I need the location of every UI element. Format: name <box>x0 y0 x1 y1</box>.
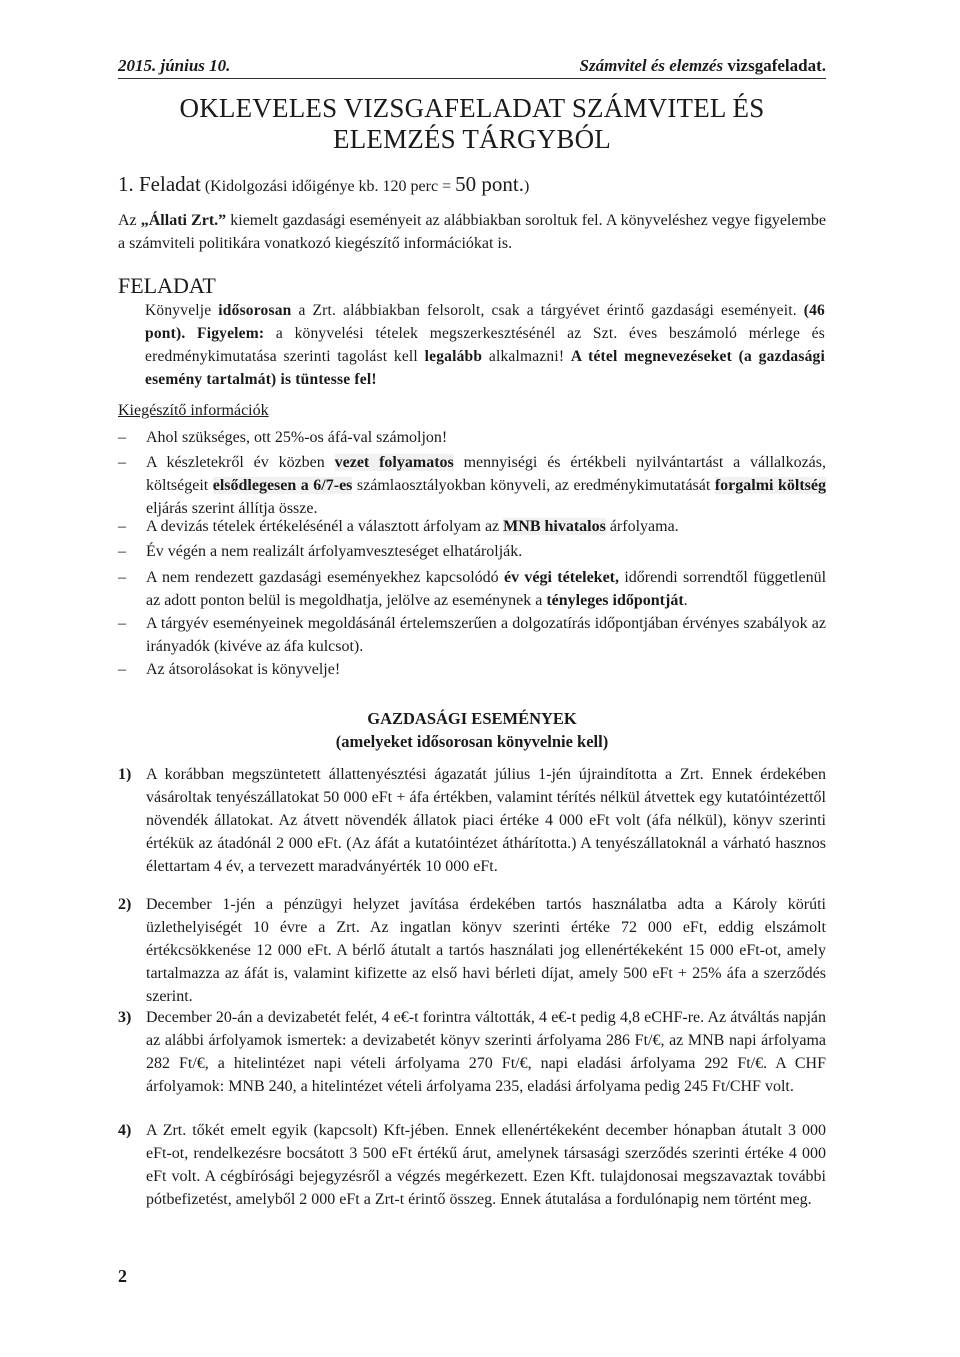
events-heading <box>118 707 826 753</box>
header-subject <box>580 56 826 76</box>
task-close: ) <box>523 178 530 195</box>
dash-icon: – <box>118 661 126 678</box>
feladat-text-6: a könyvelési tételek megszerkesztésénél az Szt. éves beszámoló mérlege és eredménykimutatása szerinti tagolást kell <box>145 325 825 365</box>
page-header <box>118 56 826 79</box>
dash-icon: – <box>118 429 126 446</box>
feladat-text-1: Könyvelje <box>145 302 219 319</box>
bullet-emph: MNB hivatalos <box>503 518 606 535</box>
bullet-text <box>146 451 826 520</box>
dash-icon: – <box>118 518 126 535</box>
bullet-text-part: A nem rendezett gazdasági eseményekhez kapcsolódó <box>146 569 504 586</box>
events-heading-line-1: GAZDASÁGI ESEMÉNYEK <box>367 709 577 728</box>
dash-icon: – <box>118 615 126 632</box>
bullet-text: A tárgyév eseményeinek megoldásánál értelemszerűen a dolgozatírás időpontjában érvényes szabályok az irányadók (kivéve az áfa kulcsot). <box>146 615 826 655</box>
bullet-text-part: mennyiségi és értékbeli nyilvántartást a vállalkozás, költségeit <box>146 454 827 494</box>
intro-text-1: Az <box>118 212 141 229</box>
bullet-text-part: árfolyama. <box>605 518 679 535</box>
intro-paragraph <box>118 209 826 255</box>
kiegeszito-heading: Kiegészítő információk <box>118 402 269 419</box>
feladat-paragraph <box>145 299 825 391</box>
bullet-text: Év végén a nem realizált árfolyamveszteséget elhatárolják. <box>146 543 523 560</box>
bullet-text: Az átsorolásokat is könyvelje! <box>146 661 341 678</box>
event-text: December 20-án a devizabetét felét, 4 e€-t forintra váltották, 4 e€-t pedig 4,8 eCHF-re. Az átváltás napján az alábbi árfolyamok ismertek: a devizabetét könyv szerinti árfolyama 286 Ft/€, az MNB napi árfolyama 282 Ft/€, a hitelintézet napi vételi árfolyama 270 Ft/€, napi eladási árfolyama 292 Ft/€. A CHF árfolyamok: MNB 240, a hitelintézet vételi árfolyama 235, eladási árfolyama pedig 245 Ft/CHF volt. <box>146 1009 826 1095</box>
event-number: 4) <box>118 1122 132 1139</box>
bullet-emph: év végi tételeket, <box>503 569 619 586</box>
bullet-text <box>146 515 826 538</box>
dash-icon: – <box>118 454 126 471</box>
bullet-text: Ahol szükséges, ott 25%-os áfá-val számoljon! <box>146 429 448 446</box>
header-date: 2015. június 10. <box>118 56 231 75</box>
dash-icon: – <box>118 543 126 560</box>
header-subject-italic: Számvitel és elemzés <box>579 56 724 75</box>
bullet-emph: vezet folyamatos <box>334 454 454 471</box>
bullet-text-part: A devizás tételek értékelésénél a választott árfolyam az <box>146 518 504 535</box>
feladat-text-8: alkalmazni! <box>482 348 571 365</box>
feladat-text-3: a Zrt. alábbiakban felsorolt, csak a tárgyévet érintő gazdasági eseményeit. <box>291 302 804 319</box>
feladat-heading: FELADAT <box>118 273 216 298</box>
page-number: 2 <box>118 1266 127 1286</box>
feladat-instruction: A tétel megnevezéseket (a gazdasági esemény tartalmát) is tüntesse fel! <box>145 348 826 388</box>
title-line-2: ELEMZÉS TÁRGYBÓL <box>333 124 611 154</box>
bullet-text <box>146 566 826 612</box>
feladat-figyelem: Figyelem: <box>185 325 265 342</box>
bullet-text-part: . <box>683 592 688 609</box>
bullet-text-part: számlaosztályokban könyveli, az eredménykimutatását <box>352 477 715 494</box>
bullet-text-part: eljárás szerint állítja össze. <box>146 500 318 517</box>
feladat-points: (46 pont). <box>145 302 825 342</box>
bullet-text-part: A készletekről év közben <box>146 454 335 471</box>
title-line-1: OKLEVELES VIZSGAFELADAT SZÁMVITEL ÉS <box>179 93 765 123</box>
event-text: A korábban megszüntetett állattenyésztési ágazatát július 1-jén újraindította a Zrt. Ennek érdekében vásároltak tenyészállatokat 50 000 eFt + áfa értékben, valamint térítés nélkül átvettek egy kutatóintézettől növendék állatokat. Az átvett növendék állatok piaci értéke 4 000 eFt volt (áfa nélkül), könyv szerinti értékük az átadónál 2 000 eFt. (Az áfát a kutatóintézet áthárította.) A tenyészállatoknál a várható hasznos élettartam 4 év, a tervezett maradványérték 10 000 eFt. <box>146 766 826 875</box>
page-title <box>118 93 826 155</box>
feladat-idosorosan: idősorosan <box>218 302 292 319</box>
events-heading-line-2: (amelyeket idősorosan könyvelnie kell) <box>335 732 609 751</box>
feladat-legalabb: legalább <box>424 348 483 365</box>
bullet-text-part: időrendi sorrendtől függetlenül az adott ponton belül is megoldhatja, jelölve az eseménynek a <box>146 569 827 609</box>
intro-text-2: kiemelt gazdasági eseményeit az alábbiakban soroltuk fel. A könyveléshez vegye figyelembe a számviteli politikára vonatkozó kiegészítő információkat is. <box>118 212 827 252</box>
header-subject-rest: vizsgafeladat. <box>723 56 826 75</box>
task-heading <box>118 172 529 197</box>
task-points: 50 pont. <box>455 172 524 196</box>
bullet-emph: tényleges időpontját <box>546 592 684 609</box>
task-time-note: (Kidolgozási időigénye kb. 120 perc = <box>200 178 456 195</box>
intro-company: „Állati Zrt.” <box>140 212 227 229</box>
event-number: 3) <box>118 1009 132 1026</box>
bullet-emph: forgalmi költség <box>714 477 827 494</box>
bullet-emph: elsődlegesen a 6/7-es <box>212 477 353 494</box>
task-label: 1. Feladat <box>118 172 201 196</box>
event-text: December 1-jén a pénzügyi helyzet javítása érdekében tartós használatba adta a Károly körúti üzlethelyiségét 10 évre a Zrt. Az ingatlan könyv szerinti értéke 72 000 eFt, eddig elszámolt értékcsökkenése 12 000 eFt. A bérlő átutalt a tartós használati jog ellenértékeként 15 000 eFt-ot, amely tartalmazza az áfát is, valamint kifizette az első havi bérleti díjat, amely 500 eFt + 25% áfa a szerződés szerint. <box>146 896 826 1005</box>
event-text: A Zrt. tőkét emelt egyik (kapcsolt) Kft-jében. Ennek ellenértékeként december hónapban átutalt 3 000 eFt-ot, rendelkezésre bocsátott 3 500 eFt értékű árut, amelynek társasági szerződés szerinti értéke 4 000 eFt volt. A cégbírósági bejegyzésről a végzés megérkezett. Ezen Kft. tulajdonosai megszavaztak további pótbefizetést, amelyből 2 000 eFt a Zrt-t érintő összeg. Ennek átutalása a fordulónapig nem történt meg. <box>146 1122 826 1208</box>
event-number: 1) <box>118 766 132 783</box>
dash-icon: – <box>118 569 126 586</box>
event-number: 2) <box>118 896 132 913</box>
